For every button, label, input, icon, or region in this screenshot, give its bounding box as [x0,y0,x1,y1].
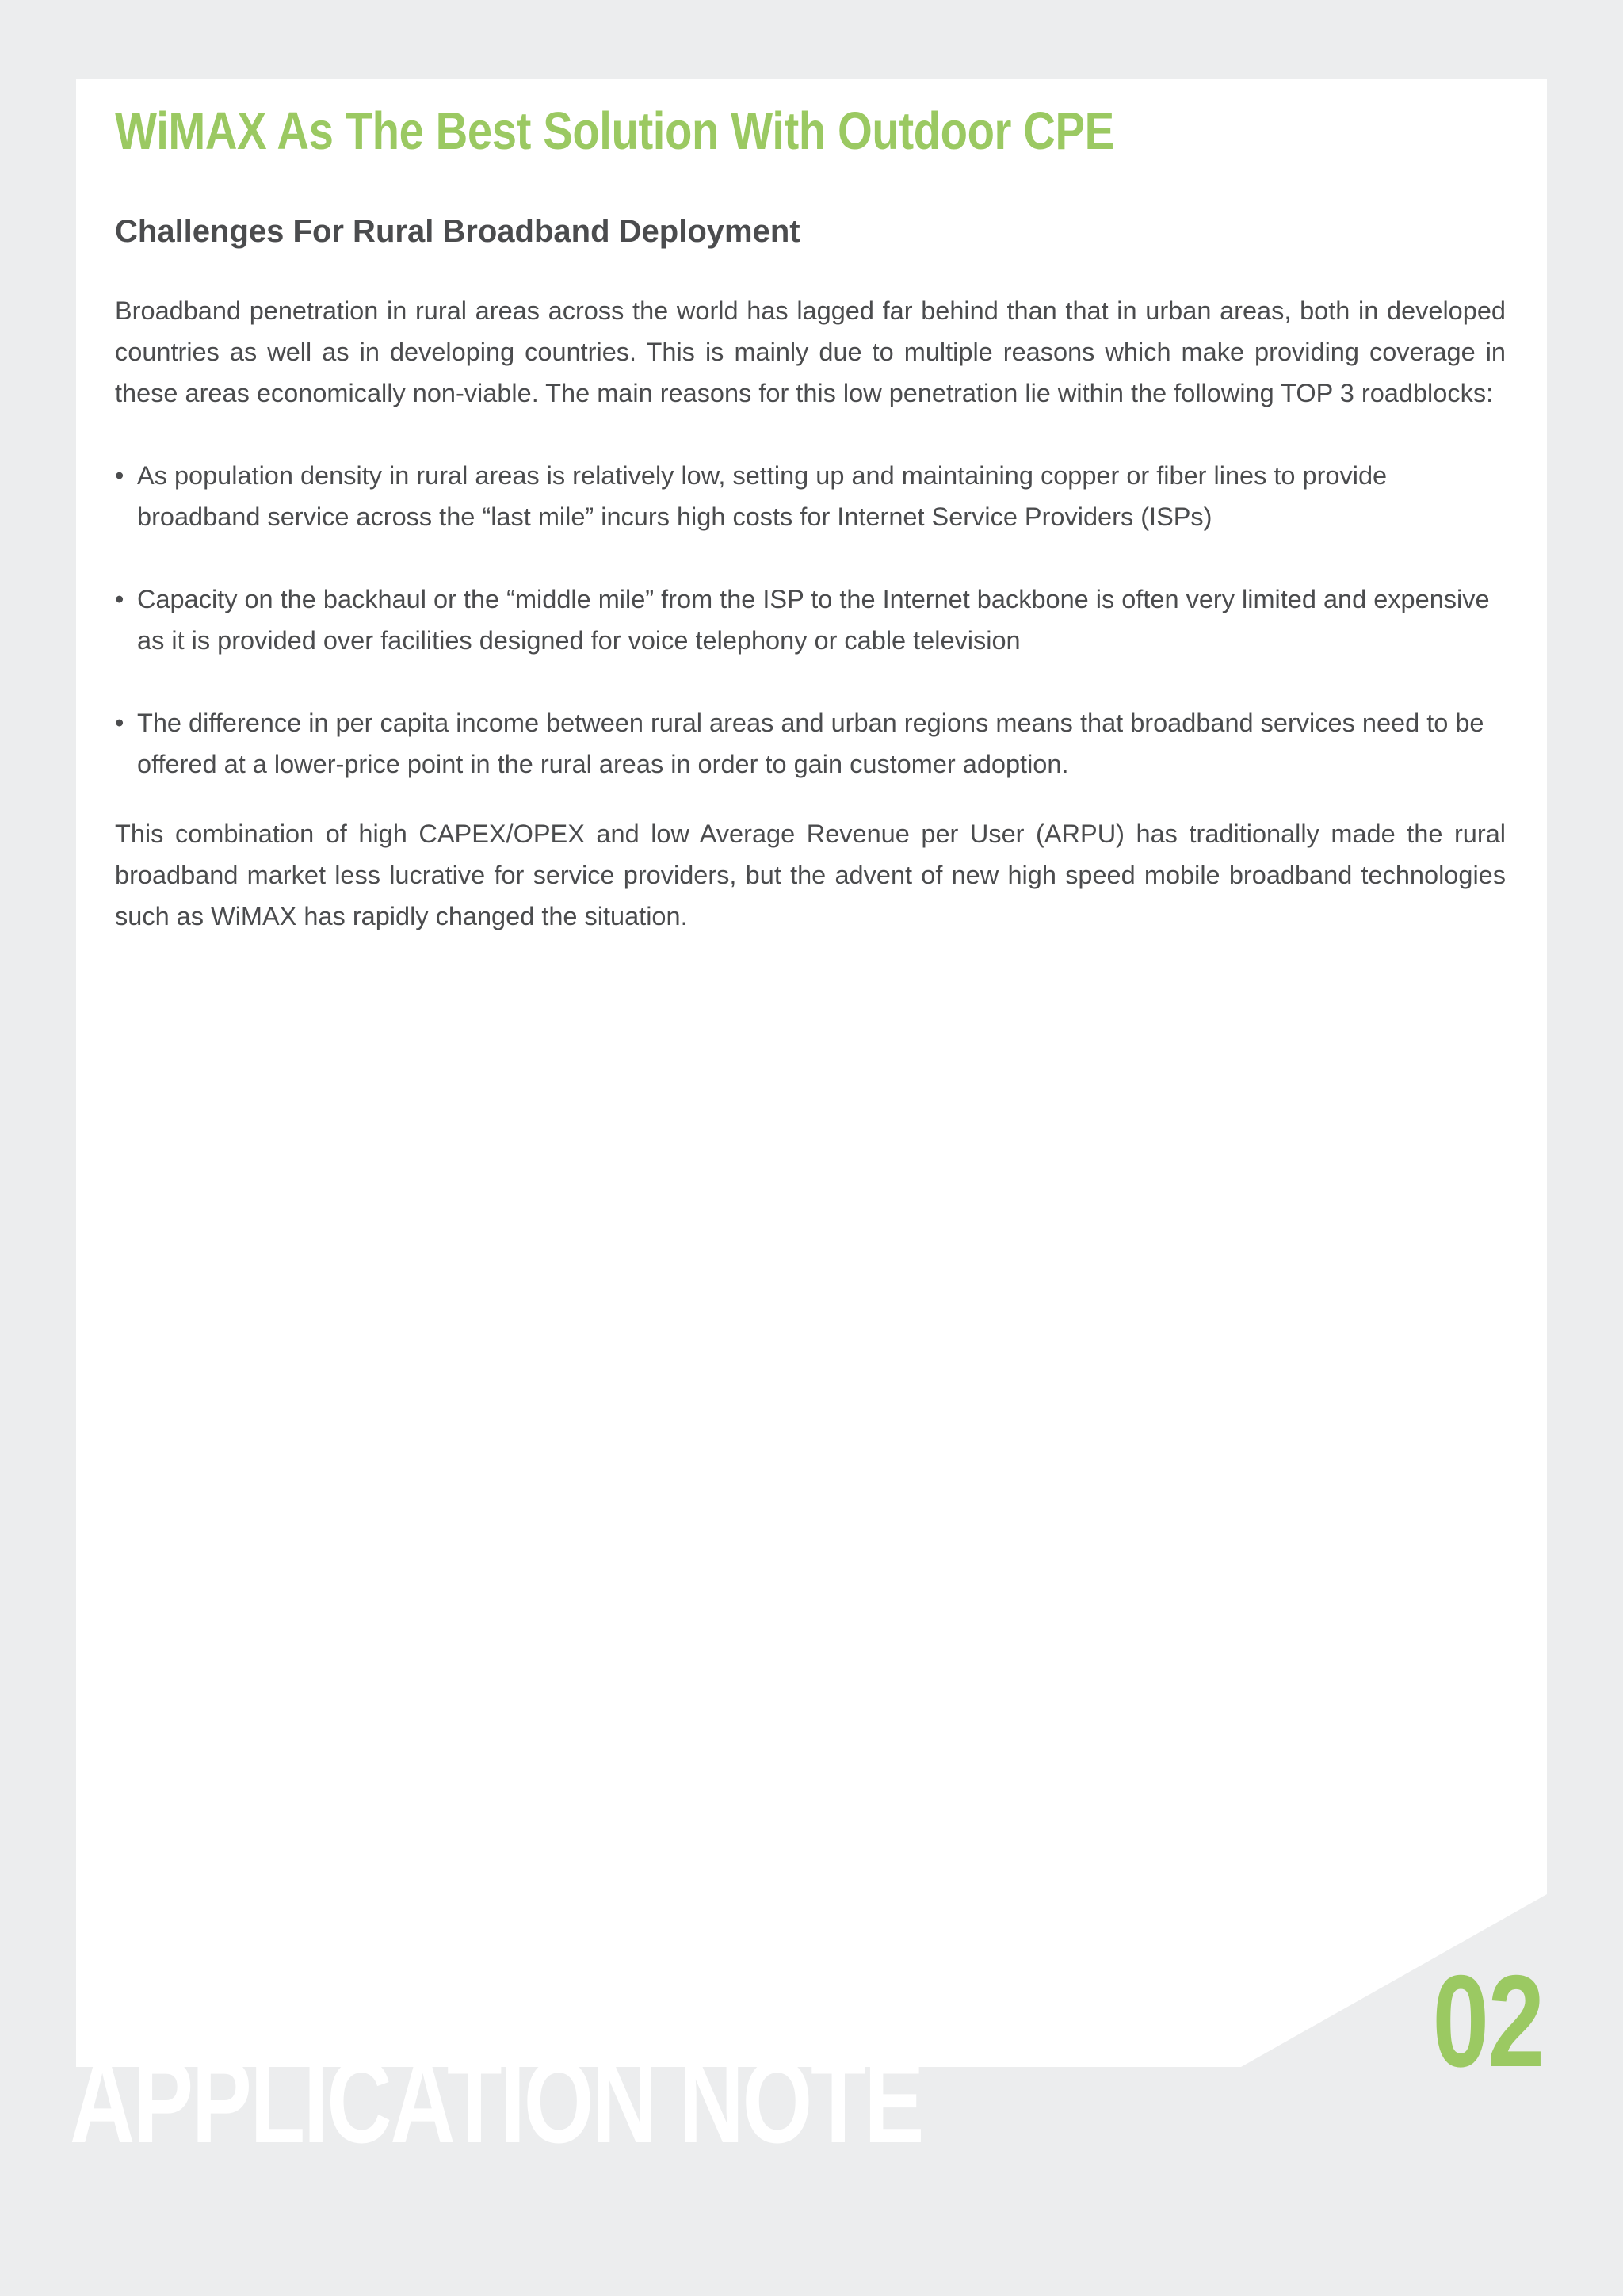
document-body [115,95,1506,937]
list-item-text: As population density in rural areas is relatively low, setting up and maintaining copper or fiber lines to provide broadband service across the “last mile” incurs high costs for Internet Service Providers (ISPs) [137,461,1388,531]
section-heading: Challenges For Rural Broadband Deployment [115,214,800,249]
list-item [115,579,1506,661]
bullet-icon: • [115,461,124,490]
page-title: WiMAX As The Best Solution With Outdoor CPE [115,101,1114,161]
conclusion-paragraph: This combination of high CAPEX/OPEX and low Average Revenue per User (ARPU) has traditionally made the rural broadband market less lucrative for service providers, but the advent of new high speed mobile broadband technologies such as WiMAX has rapidly changed the situation. [115,819,1506,930]
list-item-text: The difference in per capita income between rural areas and urban regions means that broadband services need to be offered at a lower-price point in the rural areas in order to gain customer adoption. [137,709,1484,778]
bullet-icon: • [115,709,124,737]
list-item [115,702,1506,785]
footer-label: APPLICATION NOTE [70,2034,923,2168]
roadblock-list [115,455,1506,785]
list-item [115,455,1506,537]
page-number: 02 [1432,1948,1544,2094]
intro-paragraph: Broadband penetration in rural areas across the world has lagged far behind than that in urban areas, both in developed countries as well as in developing countries. This is mainly due to multiple reasons which make providing coverage in these areas economically non-viable. The main reasons for this low penetration lie within the following TOP 3 roadblocks: [115,296,1506,407]
bullet-icon: • [115,585,124,613]
list-item-text: Capacity on the backhaul or the “middle mile” from the ISP to the Internet backbone is often very limited and expensive as it is provided over facilities designed for voice telephony or cable television [137,585,1490,655]
